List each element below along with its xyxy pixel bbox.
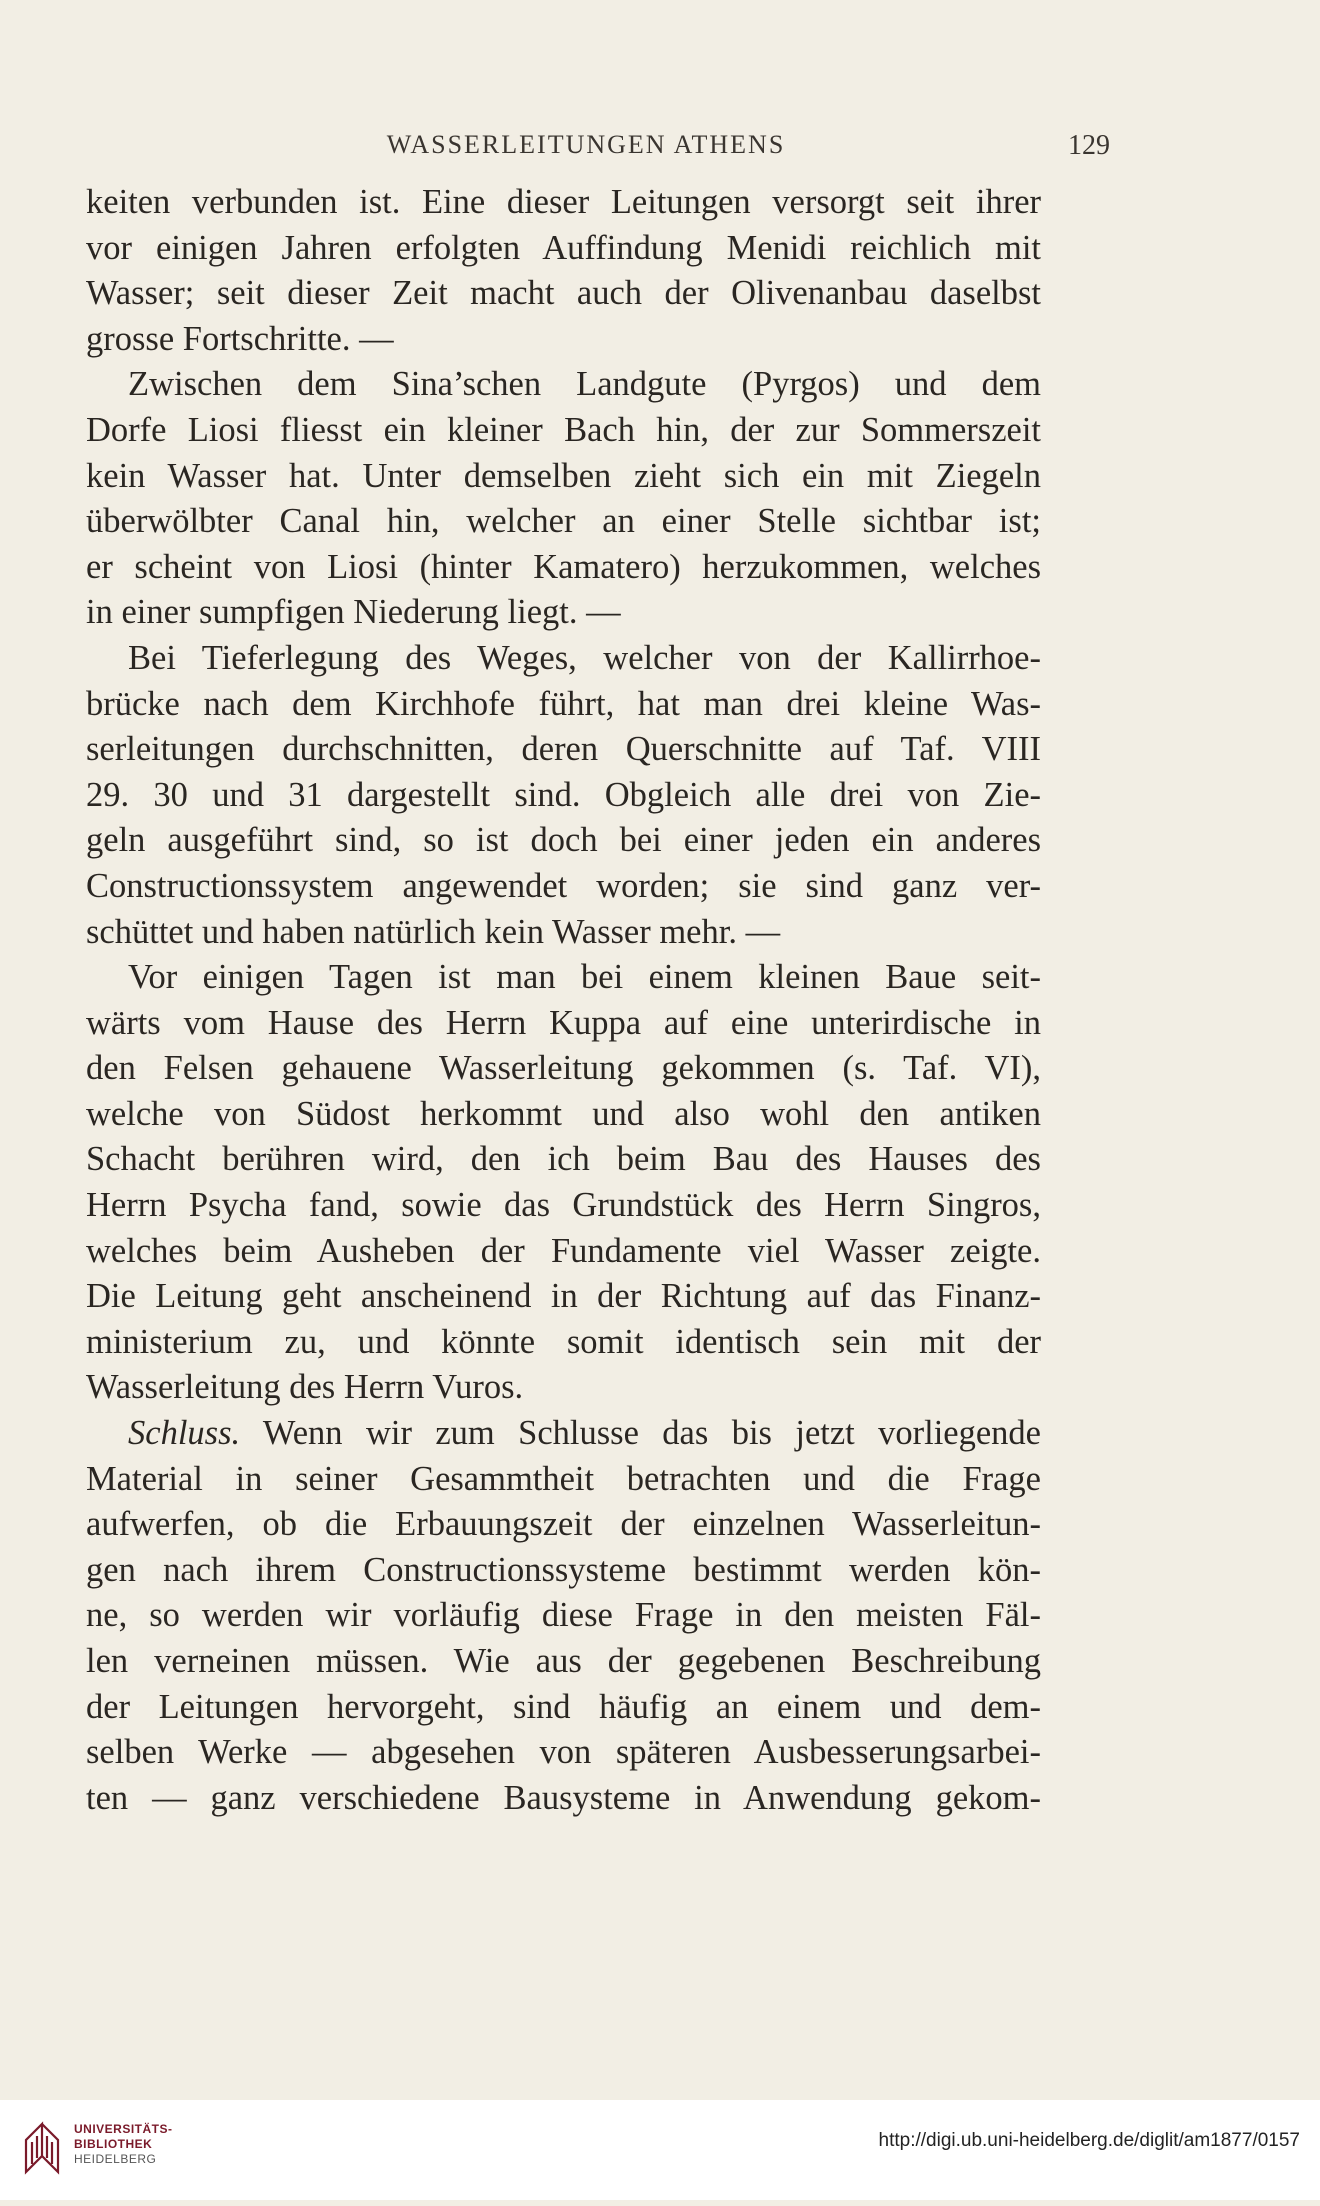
text-fragment: Wenn wir zum Schlusse das bis jetzt vorliegende — [262, 1414, 1041, 1453]
text-line: Wasser; seit dieser Zeit macht auch der Olivenanbau daselbst — [86, 274, 1041, 313]
text-line: überwölbter Canal hin, welcher an einer Stelle sichtbar ist; — [86, 502, 1041, 541]
text-line: Herrn Psycha fand, sowie das Grundstück des Herrn Singros, — [86, 1186, 1041, 1225]
library-logo-icon — [20, 2118, 64, 2178]
text-line: Constructionssystem angewendet worden; sie sind ganz ver- — [86, 866, 1041, 905]
text-line: Zwischen dem Sina’schen Landgute (Pyrgos) und dem — [128, 365, 1041, 404]
text-line: serleitungen durchschnitten, deren Querschnitte auf Taf. VIII — [86, 730, 1041, 769]
text-line: welches beim Ausheben der Fundamente viel Wasser zeigte. — [86, 1231, 1041, 1270]
text-line: der Leitungen hervorgeht, sind häufig an einem und dem- — [86, 1687, 1041, 1726]
library-footer — [0, 2100, 1320, 2200]
text-line: vor einigen Jahren erfolgten Auffindung Menidi reichlich mit — [86, 228, 1041, 267]
library-logo-text — [74, 2122, 173, 2167]
text-line: Wasserleitung des Herrn Vuros. — [86, 1368, 524, 1407]
text-line: 29. 30 und 31 dargestellt sind. Obgleich alle drei von Zie- — [86, 775, 1041, 814]
text-line: er scheint von Liosi (hinter Kamatero) herzukommen, welches — [86, 547, 1041, 586]
running-head — [86, 130, 1110, 170]
text-line: ministerium zu, und könnte somit identisch sein mit der — [86, 1322, 1041, 1361]
text-line: in einer sumpfigen Niederung liegt. — — [86, 593, 621, 632]
running-title: WASSERLEITUNGEN ATHENS — [386, 130, 786, 159]
text-line: Die Leitung geht anscheinend in der Richtung auf das Finanz- — [86, 1277, 1041, 1316]
text-line: Material in seiner Gesammtheit betrachten und die Frage — [86, 1459, 1041, 1498]
text-line — [86, 1411, 1041, 1457]
text-line: welche von Südost herkommt und also wohl den antiken — [86, 1094, 1041, 1133]
text-line: gen nach ihrem Constructionssysteme bestimmt werden kön- — [86, 1550, 1041, 1589]
text-line: grosse Fortschritte. — — [86, 319, 394, 358]
text-line: keiten verbunden ist. Eine dieser Leitungen versorgt seit ihrer — [86, 183, 1041, 221]
permalink-url[interactable]: http://digi.ub.uni-heidelberg.de/diglit/am1877/0157 — [878, 2130, 1300, 2151]
logo-line: UNIVERSITÄTS- — [74, 2122, 173, 2136]
text-line: ten — ganz verschiedene Bausysteme in Anwendung gekom- — [86, 1778, 1041, 1817]
text-line: wärts vom Hause des Herrn Kuppa auf eine unterirdische in — [86, 1003, 1041, 1042]
page-number: 129 — [1068, 130, 1110, 161]
paragraph — [86, 955, 1041, 1411]
logo-line: HEIDELBERG — [74, 2152, 157, 2166]
text-line: schüttet und haben natürlich kein Wasser mehr. — — [86, 912, 781, 951]
text-line: kein Wasser hat. Unter demselben zieht sich ein mit Ziegeln — [86, 456, 1041, 495]
paragraph — [86, 180, 1041, 362]
body-text — [86, 180, 1041, 1821]
text-line: len verneinen müssen. Wie aus der gegebenen Beschreibung — [86, 1642, 1041, 1680]
paragraph — [86, 636, 1041, 955]
paragraph — [86, 362, 1041, 636]
text-line: geln ausgeführt sind, so ist doch bei einer jeden ein anderes — [86, 821, 1041, 860]
text-line: den Felsen gehauene Wasserleitung gekommen (s. Taf. VI), — [86, 1049, 1041, 1088]
text-line: aufwerfen, ob die Erbauungszeit der einzelnen Wasserleitun- — [86, 1505, 1041, 1544]
paragraph — [86, 1411, 1041, 1821]
logo-line: BIBLIOTHEK — [74, 2137, 153, 2151]
text-line: Vor einigen Tagen ist man bei einem kleinen Baue seit- — [128, 958, 1041, 997]
text-line: ne, so werden wir vorläufig diese Frage in den meisten Fäl- — [86, 1596, 1041, 1635]
section-lead: Schluss. — [128, 1414, 241, 1453]
text-line: brücke nach dem Kirchhofe führt, hat man drei kleine Was- — [86, 684, 1041, 723]
text-line: selben Werke — abgesehen von späteren Ausbesserungsarbei- — [86, 1733, 1041, 1772]
text-line: Schacht berühren wird, den ich beim Bau des Hauses des — [86, 1140, 1041, 1179]
text-line: Dorfe Liosi fliesst ein kleiner Bach hin, der zur Sommerszeit — [86, 410, 1041, 449]
text-line: Bei Tieferlegung des Weges, welcher von der Kallirrhoe- — [128, 638, 1041, 677]
